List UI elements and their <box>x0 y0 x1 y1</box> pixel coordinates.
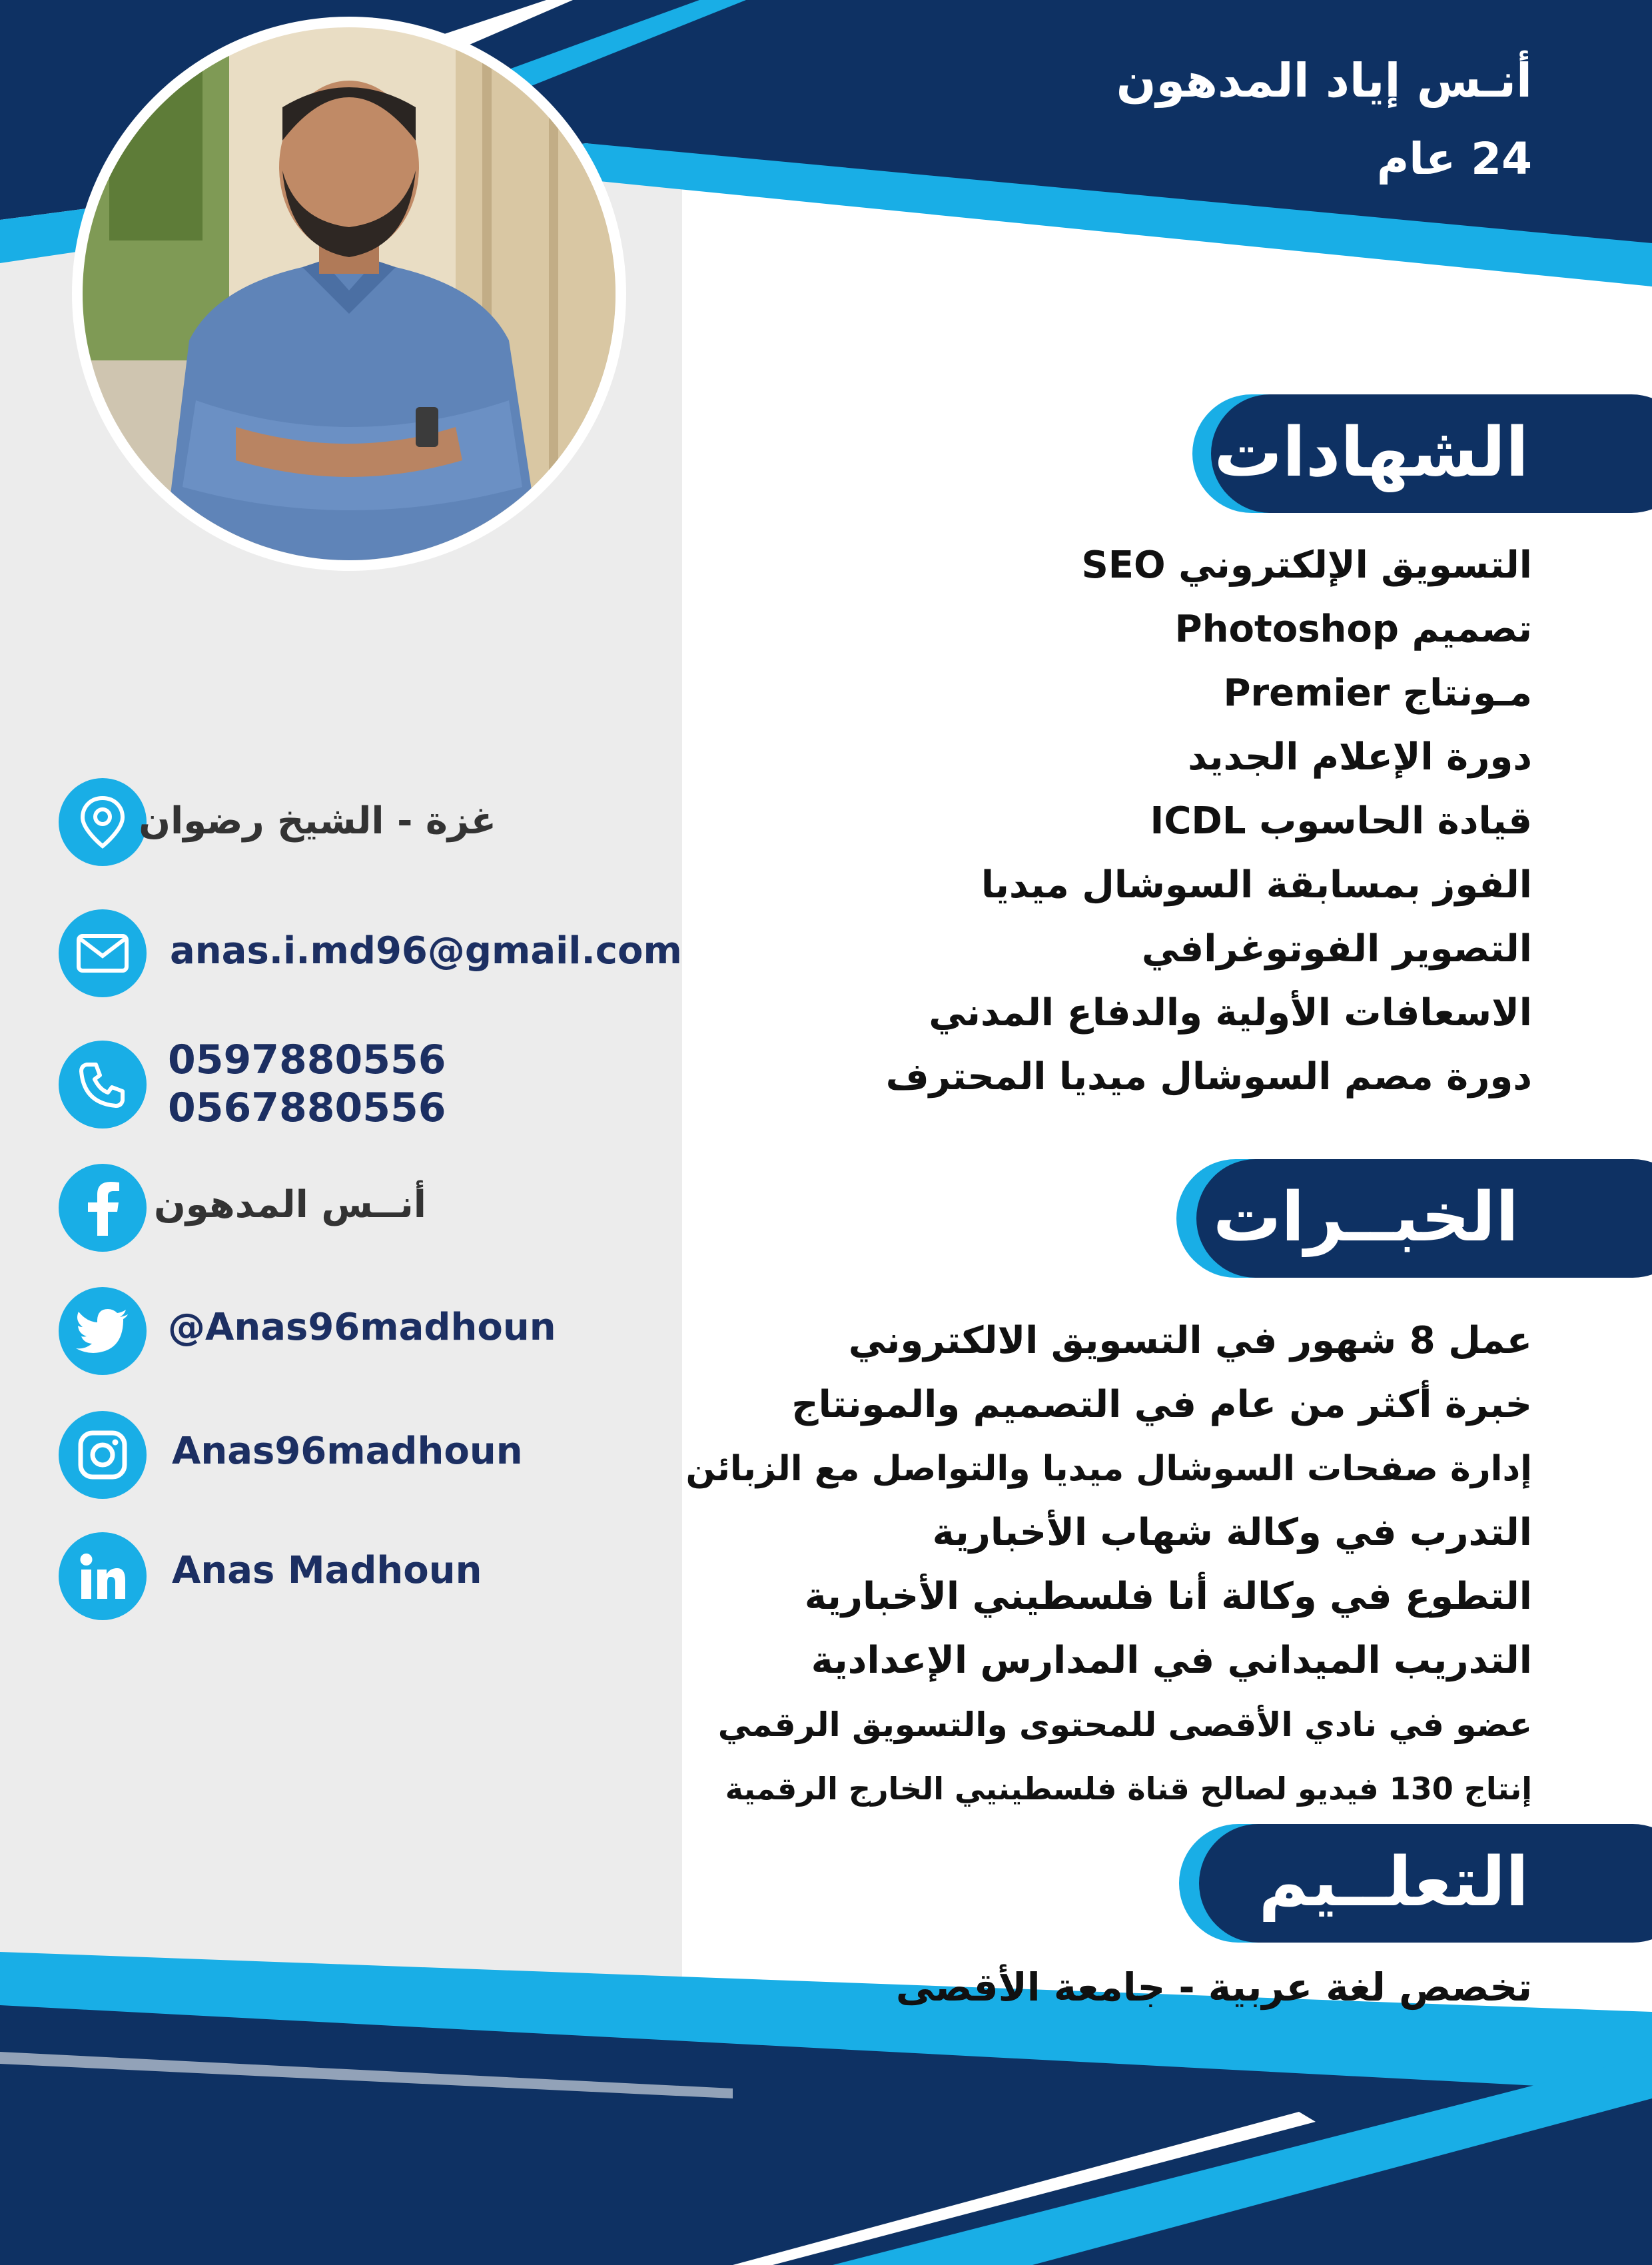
phone-icon <box>59 1041 147 1129</box>
list-item: التدريب الميداني في المدارس الإعدادية <box>811 1639 1532 1682</box>
profile-photo <box>83 27 616 560</box>
list-item: التصوير الفوتوغرافي <box>1141 927 1532 971</box>
list-item: إدارة صفحات السوشال ميديا والتواصل مع الزبائن <box>685 1449 1532 1489</box>
list-item: عمل 8 شهور في التسويق الالكتروني <box>848 1319 1532 1362</box>
list-item: خبرة أكثر من عام في التصميم والمونتاج <box>791 1383 1532 1426</box>
list-item: قيادة الحاسوب ICDL <box>1150 799 1532 843</box>
address-text: غزة - الشيخ رضوان <box>139 799 496 843</box>
email-link[interactable]: anas.i.md96@gmail.com <box>170 929 682 973</box>
education-title: التعلــيم <box>1258 1843 1529 1922</box>
linkedin-icon[interactable] <box>59 1532 147 1620</box>
person-age: 24 عام <box>1376 133 1532 185</box>
linkedin-handle[interactable]: Anas Madhoun <box>172 1549 482 1592</box>
envelope-icon <box>59 909 147 997</box>
list-item: الفوز بمسابقة السوشال ميديا <box>981 863 1532 907</box>
phone-number-1[interactable]: 0597880556 <box>168 1037 446 1083</box>
location-pin-icon <box>59 778 147 866</box>
list-item: الاسعافات الأولية والدفاع المدني <box>929 991 1532 1035</box>
list-item: دورة الإعلام الجديد <box>1188 735 1532 779</box>
certificates-title: الشهادات <box>1214 413 1529 492</box>
list-item: تصميم Photoshop <box>1174 608 1532 651</box>
instagram-handle[interactable]: Anas96madhoun <box>172 1430 523 1473</box>
list-item: عضو في نادي الأقصى للمحتوى والتسويق الرقمي <box>717 1705 1532 1744</box>
facebook-handle[interactable]: أنــس المدهون <box>153 1183 426 1226</box>
list-item: دورة مصم السوشال ميديا المحترف <box>885 1055 1532 1099</box>
list-item: تخصص لغة عربية - جامعة الأقصى <box>895 1965 1532 2010</box>
person-name: أنـس إياد المدهون <box>1116 53 1532 108</box>
experience-list <box>686 1309 1532 1821</box>
twitter-icon[interactable] <box>59 1287 147 1375</box>
experience-title: الخبــرات <box>1212 1178 1519 1257</box>
profile-photo-frame <box>72 17 626 571</box>
education-list <box>896 1955 1532 2019</box>
list-item: التطوع في وكالة أنا فلسطيني الأخبارية <box>804 1575 1532 1618</box>
list-item: إنتاج 130 فيديو لصالح قناة فلسطينيي الخارج الرقمية <box>725 1771 1532 1807</box>
certificates-list <box>886 534 1532 1109</box>
list-item: التسويق الإلكتروني SEO <box>1081 544 1532 587</box>
facebook-icon[interactable] <box>59 1164 147 1252</box>
list-item: مـونتاج Premier <box>1223 672 1532 715</box>
instagram-icon[interactable] <box>59 1411 147 1499</box>
twitter-handle[interactable]: @Anas96madhoun <box>168 1306 556 1349</box>
phone-number-2[interactable]: 0567880556 <box>168 1085 446 1131</box>
list-item: التدرب في وكالة شهاب الأخبارية <box>932 1511 1532 1554</box>
